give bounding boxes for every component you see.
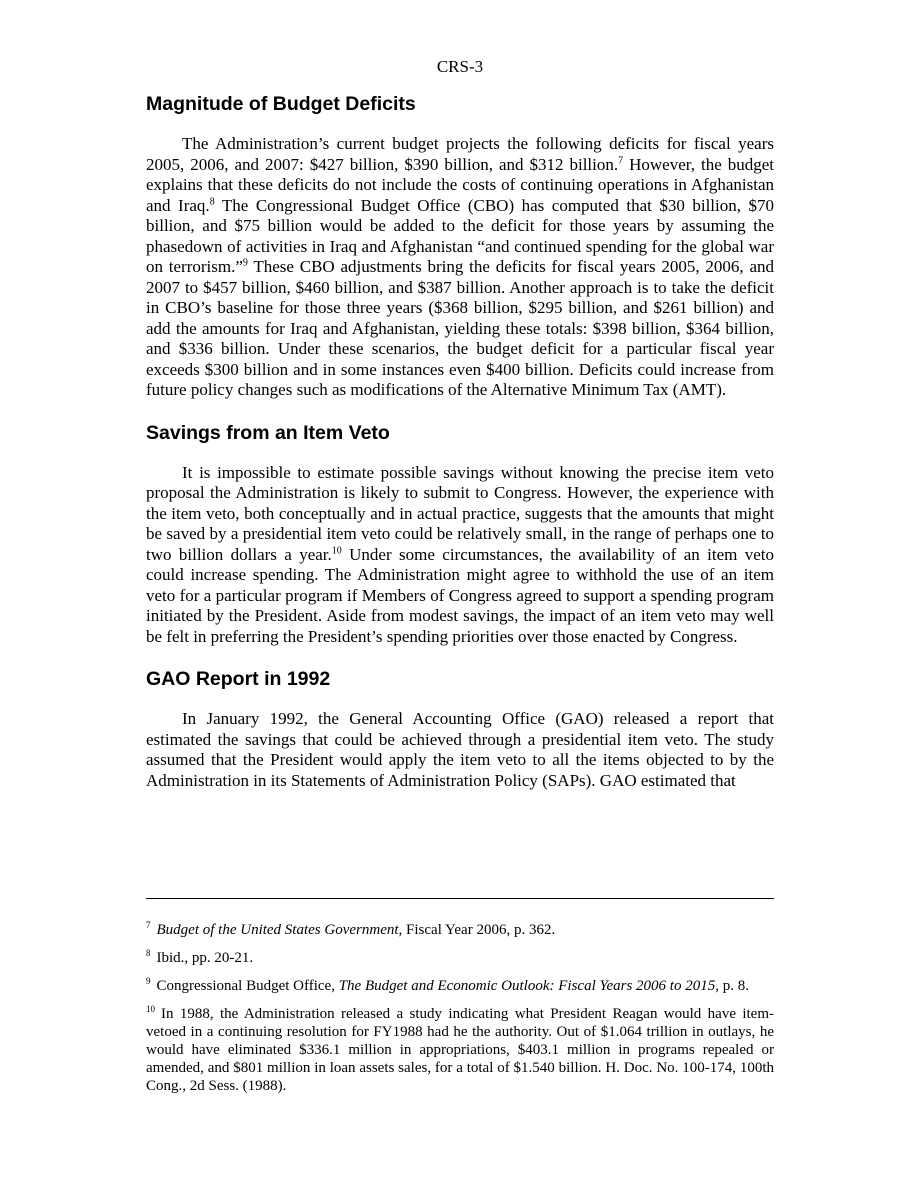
text-run: These CBO adjustments bring the deficits for fiscal years 2005, 2006, and 2007 to $457 billion, $460 billion, and $387 billion. Another approach is to take the deficit in CBO’s baseline for those three years ($368 billion, $295 billion, and $261 billion) and add the amounts for Iraq and Afghanistan, yielding these totals: $398 billion, $364 billion, and $336 billion. Under these scenarios, the budget deficit for a particular fiscal year exceeds $300 billion and in some instances even $400 billion. Deficits could increase from future policy changes such as modifications of the Alternative Minimum Tax (AMT). <box>146 257 775 399</box>
footnote-number: 9 <box>146 976 151 986</box>
text-run: In January 1992, the General Accounting Office (GAO) released a report that estimated the savings that could be achieved through a presidential item veto. The study assumed that the President would apply the item veto to all the items objected to by the Administration in its Statements of Administration Policy (SAPs). GAO estimated that <box>146 709 774 790</box>
footnote-text: Ibid., pp. 20-21. <box>156 950 254 966</box>
footnote-title: The Budget and Economic Outlook: Fiscal Years 2006 to 2015 <box>338 978 716 994</box>
section-heading-item-veto-savings: Savings from an Item Veto <box>146 421 390 444</box>
footnote-separator <box>146 898 774 899</box>
page-number-header: CRS-3 <box>436 57 484 76</box>
section-heading-budget-deficits: Magnitude of Budget Deficits <box>146 93 416 115</box>
footnote-ref-9[interactable]: 9 <box>242 257 248 269</box>
footnote-ref-8[interactable]: 8 <box>209 195 215 207</box>
footnote-number: 10 <box>146 1004 155 1014</box>
footnote-9 <box>146 977 774 995</box>
footnote-number: 8 <box>146 948 151 958</box>
document-body <box>146 92 774 791</box>
text-run: However, the budget explains that these deficits do not include the costs of continuing operations in Afghanistan and Iraq. <box>146 154 774 215</box>
section-heading-gao-report: GAO Report in 1992 <box>146 668 331 690</box>
text-run: The Administration’s current budget projects the following deficits for fiscal years 2005, 2006, and 2007: $427 billion, $390 billion, and $312 billion. <box>146 134 774 174</box>
text-run: The Congressional Budget Office (CBO) has computed that $30 billion, $70 billion, and $75 billion would be added to the deficit for those years by assuming the phasedown of activities in Iraq and Afghanistan “and continued spending for the global war on terrorism.” <box>146 195 775 276</box>
paragraph-item-veto-savings <box>146 463 774 648</box>
footnote-text: , p. 8. <box>715 978 749 994</box>
footnote-ref-10[interactable]: 10 <box>331 544 342 556</box>
footnotes <box>146 921 774 1105</box>
footnote-7 <box>146 921 774 939</box>
footnote-title: Budget of the United States Government <box>156 922 399 938</box>
footnote-ref-7[interactable]: 7 <box>618 154 624 166</box>
footnote-8 <box>146 949 774 967</box>
text-run: Under some circumstances, the availability of an item veto could increase spending. The Administration might agree to withhold the use of an item veto for a particular program if Members of Congress agreed to support a spending program initiated by the President. Aside from modest savings, the impact of an item veto may well be felt in preferring the President’s spending priorities over those enacted by Congress. <box>146 544 774 646</box>
footnote-text: Congressional Budget Office, <box>156 978 339 994</box>
paragraph-gao-report <box>146 709 774 791</box>
text-run: It is impossible to estimate possible savings without knowing the precise item veto proposal the Administration is likely to submit to Congress. However, the experience with the item veto, both conceptually and in actual practice, suggests that the amounts that might be saved by a presidential item veto could be relatively small, in the range of perhaps one to two billion dollars a year. <box>146 462 774 564</box>
footnote-10 <box>146 1005 774 1095</box>
footnote-number: 7 <box>146 920 151 930</box>
paragraph-budget-deficits <box>146 134 774 401</box>
footnote-text: In 1988, the Administration released a study indicating what President Reagan would have item-vetoed in a continuing resolution for FY1988 had he the authority. Out of $1.064 trillion in outlays, he would have eliminated $336.1 million in appropriations, $403.1 million in programs repealed or amended, and $801 million in loan assets sales, for a total of $1.540 billion. H. Doc. No. 100-174, 100th Cong., 2d Sess. (1988). <box>146 1006 774 1094</box>
footnote-text: , Fiscal Year 2006, p. 362. <box>398 922 556 938</box>
